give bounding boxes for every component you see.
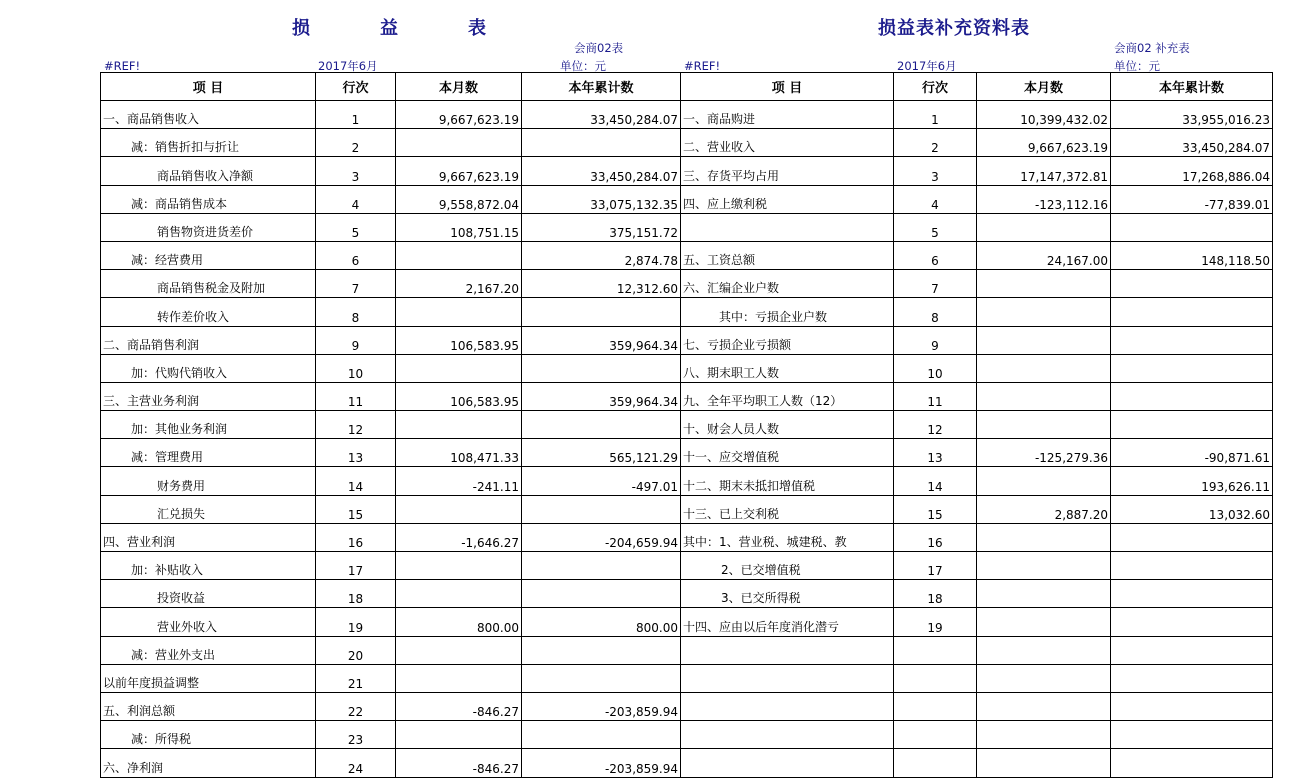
right-item-cell[interactable]: 其中：1、营业税、城建税、教: [681, 523, 894, 551]
left-item-cell[interactable]: 转作差价收入: [101, 298, 316, 326]
right-line-cell[interactable]: 11: [894, 382, 977, 410]
right-month-cell[interactable]: [977, 749, 1111, 777]
table-row: [101, 495, 1273, 523]
table-row: [101, 439, 1273, 467]
left-ytd-cell[interactable]: [522, 298, 681, 326]
left-ytd-cell[interactable]: -203,859.94: [522, 749, 681, 777]
left-line-cell[interactable]: 19: [316, 608, 396, 636]
left-ref-cell: #REF!: [104, 59, 141, 73]
left-item-cell[interactable]: 商品销售税金及附加: [101, 270, 316, 298]
table-row: [101, 157, 1273, 185]
left-item-cell[interactable]: 加：代购代销收入: [101, 354, 316, 382]
right-item-cell[interactable]: 八、期末职工人数: [681, 354, 894, 382]
left-title-char-2: 益: [380, 18, 399, 39]
left-header-month: 本月数: [396, 73, 522, 101]
left-line-cell[interactable]: 11: [316, 382, 396, 410]
right-line-cell[interactable]: [894, 636, 977, 664]
left-line-cell[interactable]: 21: [316, 664, 396, 692]
right-month-cell[interactable]: [977, 467, 1111, 495]
left-month-cell[interactable]: 800.00: [396, 608, 522, 636]
right-ytd-cell[interactable]: [1111, 552, 1273, 580]
left-item-cell[interactable]: 财务费用: [101, 467, 316, 495]
left-month-cell[interactable]: [396, 241, 522, 269]
right-month-cell[interactable]: 2,887.20: [977, 495, 1111, 523]
left-month-cell[interactable]: 2,167.20: [396, 270, 522, 298]
left-ytd-cell[interactable]: [522, 580, 681, 608]
left-ytd-cell[interactable]: 359,964.34: [522, 382, 681, 410]
left-month-cell[interactable]: [396, 580, 522, 608]
right-line-cell[interactable]: 9: [894, 326, 977, 354]
right-item-cell[interactable]: [681, 664, 894, 692]
right-item-cell[interactable]: 十一、应交增值税: [681, 439, 894, 467]
right-ytd-cell[interactable]: [1111, 608, 1273, 636]
left-ytd-cell[interactable]: 12,312.60: [522, 270, 681, 298]
left-item-cell[interactable]: 四、营业利润: [101, 523, 316, 551]
left-line-cell[interactable]: 3: [316, 157, 396, 185]
left-item-cell[interactable]: 加：补贴收入: [101, 552, 316, 580]
left-line-cell[interactable]: 15: [316, 495, 396, 523]
right-month-cell[interactable]: [977, 721, 1111, 749]
left-line-cell[interactable]: 9: [316, 326, 396, 354]
right-ytd-cell[interactable]: -90,871.61: [1111, 439, 1273, 467]
right-item-cell[interactable]: 2、已交增值税: [681, 552, 894, 580]
left-header-item: 项 目: [101, 73, 316, 101]
right-line-cell[interactable]: [894, 692, 977, 720]
right-ytd-cell[interactable]: 193,626.11: [1111, 467, 1273, 495]
right-ytd-cell[interactable]: [1111, 213, 1273, 241]
left-ytd-cell[interactable]: 565,121.29: [522, 439, 681, 467]
left-ytd-cell[interactable]: 359,964.34: [522, 326, 681, 354]
left-line-cell[interactable]: 7: [316, 270, 396, 298]
left-line-cell[interactable]: 10: [316, 354, 396, 382]
left-ytd-cell[interactable]: 375,151.72: [522, 213, 681, 241]
left-month-cell[interactable]: 108,751.15: [396, 213, 522, 241]
right-item-cell[interactable]: [681, 692, 894, 720]
right-month-cell[interactable]: [977, 636, 1111, 664]
left-item-cell[interactable]: 三、主营业务利润: [101, 382, 316, 410]
right-month-cell[interactable]: [977, 552, 1111, 580]
right-month-cell[interactable]: [977, 523, 1111, 551]
right-line-cell[interactable]: 14: [894, 467, 977, 495]
right-month-cell[interactable]: [977, 664, 1111, 692]
right-item-cell[interactable]: 三、存货平均占用: [681, 157, 894, 185]
left-month-cell[interactable]: -241.11: [396, 467, 522, 495]
table-row: [101, 354, 1273, 382]
right-header-month: 本月数: [977, 73, 1111, 101]
table-row: [101, 749, 1273, 777]
left-ytd-cell[interactable]: 33,450,284.07: [522, 157, 681, 185]
right-form-code: 会商02 补充表: [1114, 41, 1190, 55]
left-item-cell[interactable]: 以前年度损益调整: [101, 664, 316, 692]
header-row: [101, 73, 1273, 101]
table-row: [101, 382, 1273, 410]
left-month-cell[interactable]: [396, 495, 522, 523]
left-period: 2017年6月: [318, 59, 378, 73]
left-line-cell[interactable]: 8: [316, 298, 396, 326]
table-row: [101, 721, 1273, 749]
left-ytd-cell[interactable]: [522, 411, 681, 439]
right-ytd-cell[interactable]: [1111, 270, 1273, 298]
left-month-cell[interactable]: [396, 411, 522, 439]
right-item-cell[interactable]: 3、已交所得税: [681, 580, 894, 608]
table-row: [101, 101, 1273, 129]
right-item-cell[interactable]: 十四、应由以后年度消化潜亏: [681, 608, 894, 636]
right-item-cell[interactable]: 十、财会人员人数: [681, 411, 894, 439]
right-month-cell[interactable]: [977, 692, 1111, 720]
left-title-char-3: 表: [468, 18, 487, 39]
left-ytd-cell[interactable]: [522, 552, 681, 580]
right-month-cell[interactable]: [977, 213, 1111, 241]
left-month-cell[interactable]: 9,667,623.19: [396, 157, 522, 185]
right-month-cell[interactable]: -125,279.36: [977, 439, 1111, 467]
left-line-cell[interactable]: 23: [316, 721, 396, 749]
right-month-cell[interactable]: [977, 580, 1111, 608]
left-form-code: 会商02表: [574, 41, 624, 55]
right-month-cell[interactable]: [977, 326, 1111, 354]
left-month-cell[interactable]: 9,558,872.04: [396, 185, 522, 213]
left-month-cell[interactable]: [396, 129, 522, 157]
left-item-cell[interactable]: 六、净利润: [101, 749, 316, 777]
table-row: [101, 467, 1273, 495]
right-ytd-cell[interactable]: 33,450,284.07: [1111, 129, 1273, 157]
right-item-cell[interactable]: [681, 636, 894, 664]
right-ytd-cell[interactable]: 17,268,886.04: [1111, 157, 1273, 185]
right-month-cell[interactable]: [977, 608, 1111, 636]
right-line-cell[interactable]: 1: [894, 101, 977, 129]
table-row: [101, 608, 1273, 636]
table-row: [101, 326, 1273, 354]
left-month-cell[interactable]: [396, 664, 522, 692]
right-ref-cell: #REF!: [684, 59, 721, 73]
right-ytd-cell[interactable]: 13,032.60: [1111, 495, 1273, 523]
left-month-cell[interactable]: [396, 552, 522, 580]
left-line-cell[interactable]: 16: [316, 523, 396, 551]
left-ytd-cell[interactable]: -204,659.94: [522, 523, 681, 551]
left-ytd-cell[interactable]: 800.00: [522, 608, 681, 636]
table-row: [101, 270, 1273, 298]
right-line-cell[interactable]: 17: [894, 552, 977, 580]
left-month-cell[interactable]: 106,583.95: [396, 326, 522, 354]
left-ytd-cell[interactable]: [522, 354, 681, 382]
left-item-cell[interactable]: 减：管理费用: [101, 439, 316, 467]
right-line-cell[interactable]: 19: [894, 608, 977, 636]
income-statement-table: [100, 72, 1273, 778]
table-row: [101, 241, 1273, 269]
left-line-cell[interactable]: 6: [316, 241, 396, 269]
right-line-cell[interactable]: 7: [894, 270, 977, 298]
left-item-cell[interactable]: 减：所得税: [101, 721, 316, 749]
right-header-item: 项 目: [681, 73, 894, 101]
right-item-cell[interactable]: [681, 749, 894, 777]
right-item-cell[interactable]: 四、应上缴利税: [681, 185, 894, 213]
left-month-cell[interactable]: -846.27: [396, 692, 522, 720]
left-ytd-cell[interactable]: [522, 664, 681, 692]
right-ytd-cell[interactable]: [1111, 636, 1273, 664]
left-month-cell[interactable]: [396, 636, 522, 664]
right-month-cell[interactable]: 9,667,623.19: [977, 129, 1111, 157]
left-ytd-cell[interactable]: 33,450,284.07: [522, 101, 681, 129]
left-item-cell[interactable]: 二、商品销售利润: [101, 326, 316, 354]
left-month-cell[interactable]: [396, 298, 522, 326]
right-ytd-cell[interactable]: 148,118.50: [1111, 241, 1273, 269]
left-line-cell[interactable]: 5: [316, 213, 396, 241]
left-item-cell[interactable]: 减：销售折扣与折让: [101, 129, 316, 157]
left-line-cell[interactable]: 18: [316, 580, 396, 608]
right-item-cell[interactable]: 五、工资总额: [681, 241, 894, 269]
table-row: [101, 580, 1273, 608]
left-line-cell[interactable]: 1: [316, 101, 396, 129]
left-item-cell[interactable]: 减：商品销售成本: [101, 185, 316, 213]
right-line-cell[interactable]: 16: [894, 523, 977, 551]
left-month-cell[interactable]: 9,667,623.19: [396, 101, 522, 129]
left-ytd-cell[interactable]: 2,874.78: [522, 241, 681, 269]
left-line-cell[interactable]: 20: [316, 636, 396, 664]
right-ytd-cell[interactable]: [1111, 298, 1273, 326]
right-month-cell[interactable]: 17,147,372.81: [977, 157, 1111, 185]
table-row: [101, 411, 1273, 439]
right-period: 2017年6月: [897, 59, 957, 73]
right-item-cell[interactable]: 十三、已上交利税: [681, 495, 894, 523]
left-item-cell[interactable]: 商品销售收入净额: [101, 157, 316, 185]
right-line-cell[interactable]: [894, 721, 977, 749]
right-header-line: 行次: [894, 73, 977, 101]
left-line-cell[interactable]: 2: [316, 129, 396, 157]
left-line-cell[interactable]: 12: [316, 411, 396, 439]
right-unit: 单位：元: [1114, 59, 1160, 73]
right-month-cell[interactable]: 10,399,432.02: [977, 101, 1111, 129]
right-item-cell[interactable]: 十二、期末未抵扣增值税: [681, 467, 894, 495]
left-header-line: 行次: [316, 73, 396, 101]
right-line-cell[interactable]: 10: [894, 354, 977, 382]
right-line-cell[interactable]: [894, 664, 977, 692]
left-line-cell[interactable]: 22: [316, 692, 396, 720]
right-month-cell[interactable]: -123,112.16: [977, 185, 1111, 213]
right-ytd-cell[interactable]: [1111, 326, 1273, 354]
left-ytd-cell[interactable]: [522, 721, 681, 749]
right-month-cell[interactable]: [977, 382, 1111, 410]
right-month-cell[interactable]: [977, 354, 1111, 382]
left-month-cell[interactable]: [396, 354, 522, 382]
left-line-cell[interactable]: 13: [316, 439, 396, 467]
right-ytd-cell[interactable]: 33,955,016.23: [1111, 101, 1273, 129]
table-row: [101, 523, 1273, 551]
right-month-cell[interactable]: 24,167.00: [977, 241, 1111, 269]
right-line-cell[interactable]: 13: [894, 439, 977, 467]
table-row: [101, 552, 1273, 580]
right-month-cell[interactable]: [977, 298, 1111, 326]
left-item-cell[interactable]: 减：经营费用: [101, 241, 316, 269]
table-row: [101, 692, 1273, 720]
left-month-cell[interactable]: -846.27: [396, 749, 522, 777]
left-item-cell[interactable]: 投资收益: [101, 580, 316, 608]
left-month-cell[interactable]: 108,471.33: [396, 439, 522, 467]
right-item-cell[interactable]: 九、全年平均职工人数（12）: [681, 382, 894, 410]
right-item-cell[interactable]: [681, 213, 894, 241]
right-ytd-cell[interactable]: [1111, 749, 1273, 777]
left-sheet-title: [292, 14, 556, 40]
left-line-cell[interactable]: 24: [316, 749, 396, 777]
right-ytd-cell[interactable]: -77,839.01: [1111, 185, 1273, 213]
left-ytd-cell[interactable]: [522, 636, 681, 664]
left-line-cell[interactable]: 4: [316, 185, 396, 213]
left-ytd-cell[interactable]: -203,859.94: [522, 692, 681, 720]
right-line-cell[interactable]: 15: [894, 495, 977, 523]
right-line-cell[interactable]: 6: [894, 241, 977, 269]
left-item-cell[interactable]: 营业外收入: [101, 608, 316, 636]
left-item-cell[interactable]: 加：其他业务利润: [101, 411, 316, 439]
table-row: [101, 298, 1273, 326]
right-ytd-cell[interactable]: [1111, 721, 1273, 749]
left-item-cell[interactable]: 一、商品销售收入: [101, 101, 316, 129]
left-month-cell[interactable]: 106,583.95: [396, 382, 522, 410]
left-item-cell[interactable]: 汇兑损失: [101, 495, 316, 523]
left-header-ytd: 本年累计数: [522, 73, 681, 101]
right-item-cell[interactable]: 二、营业收入: [681, 129, 894, 157]
table-row: [101, 636, 1273, 664]
right-month-cell[interactable]: [977, 270, 1111, 298]
right-ytd-cell[interactable]: [1111, 580, 1273, 608]
right-ytd-cell[interactable]: [1111, 411, 1273, 439]
right-item-cell[interactable]: 六、汇编企业户数: [681, 270, 894, 298]
right-header-ytd: 本年累计数: [1111, 73, 1273, 101]
left-item-cell[interactable]: 五、利润总额: [101, 692, 316, 720]
left-item-cell[interactable]: 销售物资进货差价: [101, 213, 316, 241]
table-row: [101, 129, 1273, 157]
left-ytd-cell[interactable]: -497.01: [522, 467, 681, 495]
right-line-cell[interactable]: [894, 749, 977, 777]
right-ytd-cell[interactable]: [1111, 354, 1273, 382]
left-month-cell[interactable]: -1,646.27: [396, 523, 522, 551]
left-ytd-cell[interactable]: [522, 495, 681, 523]
right-ytd-cell[interactable]: [1111, 692, 1273, 720]
right-item-cell[interactable]: 一、商品购进: [681, 101, 894, 129]
right-line-cell[interactable]: 3: [894, 157, 977, 185]
left-item-cell[interactable]: 减：营业外支出: [101, 636, 316, 664]
table-row: [101, 185, 1273, 213]
left-ytd-cell[interactable]: 33,075,132.35: [522, 185, 681, 213]
left-unit: 单位：元: [560, 59, 606, 73]
right-line-cell[interactable]: 2: [894, 129, 977, 157]
right-ytd-cell[interactable]: [1111, 664, 1273, 692]
left-title-char-1: 损: [292, 18, 311, 39]
right-line-cell[interactable]: 5: [894, 213, 977, 241]
right-line-cell[interactable]: 12: [894, 411, 977, 439]
right-item-cell[interactable]: 七、亏损企业亏损额: [681, 326, 894, 354]
table-row: [101, 664, 1273, 692]
right-month-cell[interactable]: [977, 411, 1111, 439]
right-sheet-title: 损益表补充资料表: [878, 18, 1030, 39]
right-item-cell[interactable]: [681, 721, 894, 749]
right-item-cell[interactable]: 其中：亏损企业户数: [681, 298, 894, 326]
left-month-cell[interactable]: [396, 721, 522, 749]
right-line-cell[interactable]: 4: [894, 185, 977, 213]
left-ytd-cell[interactable]: [522, 129, 681, 157]
right-ytd-cell[interactable]: [1111, 523, 1273, 551]
right-line-cell[interactable]: 8: [894, 298, 977, 326]
left-line-cell[interactable]: 17: [316, 552, 396, 580]
table-row: [101, 213, 1273, 241]
left-line-cell[interactable]: 14: [316, 467, 396, 495]
right-ytd-cell[interactable]: [1111, 382, 1273, 410]
right-line-cell[interactable]: 18: [894, 580, 977, 608]
